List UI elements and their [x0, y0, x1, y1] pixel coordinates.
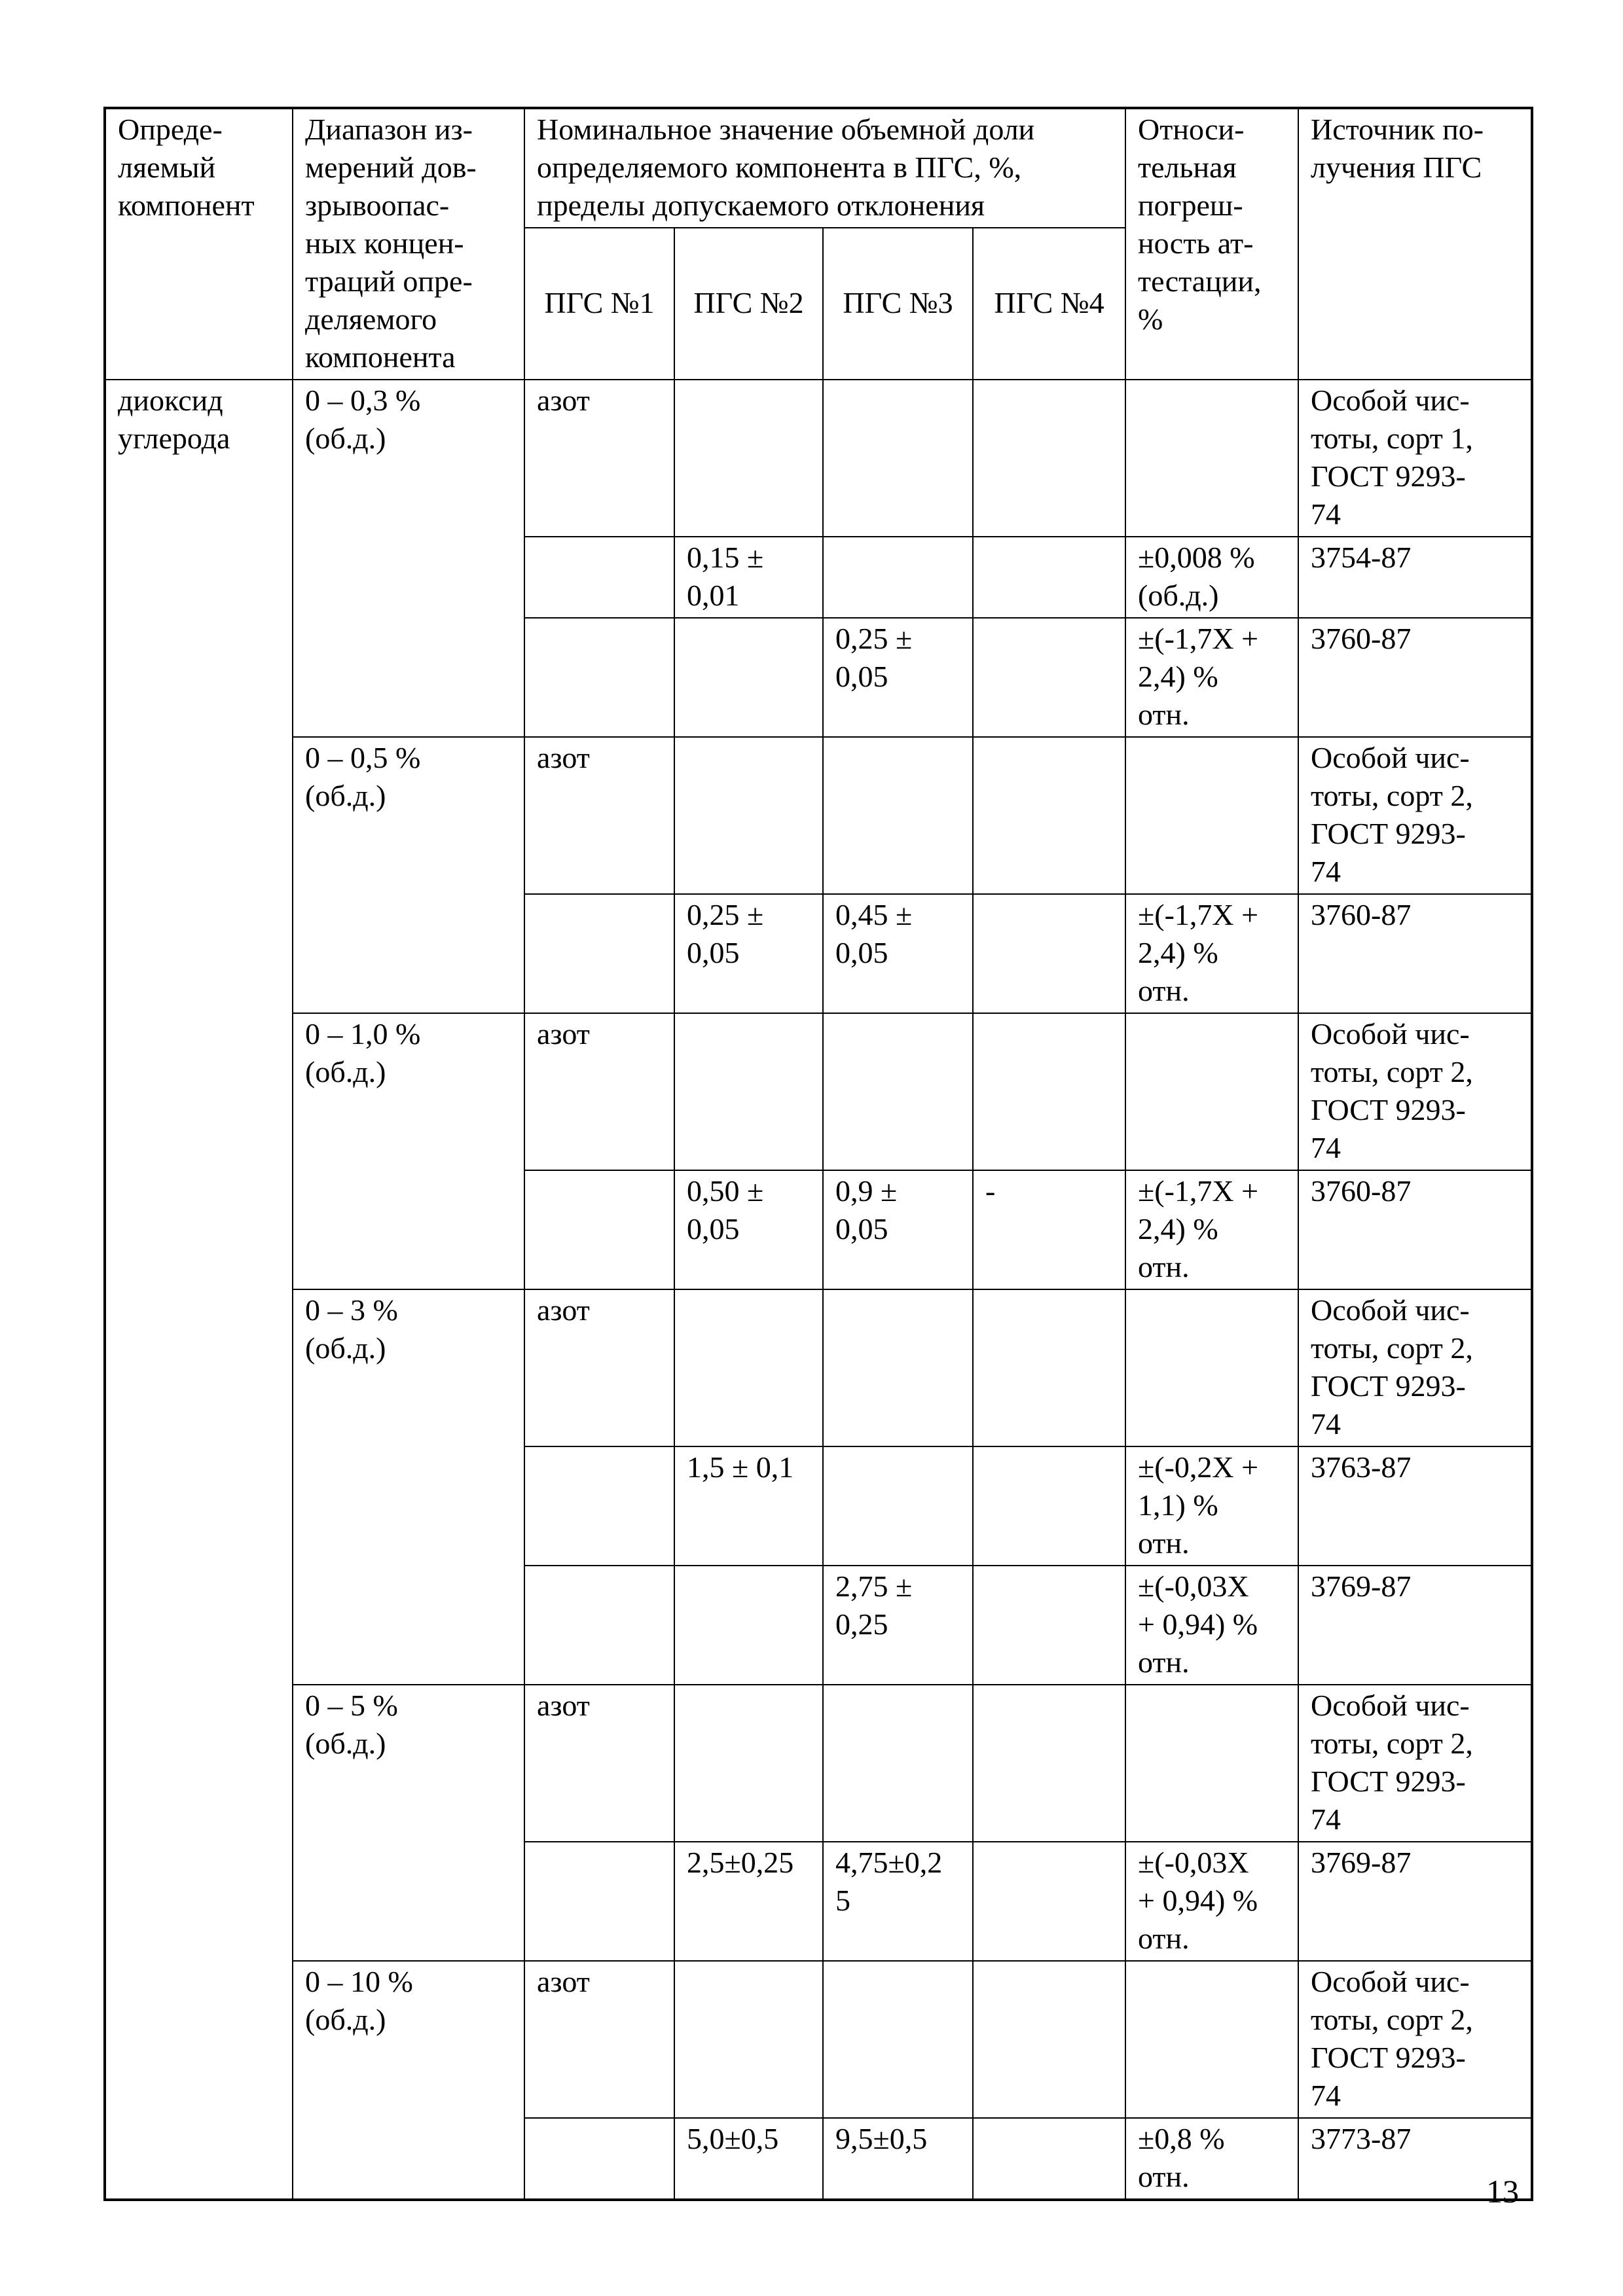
pgs2-cell [674, 1961, 823, 2118]
error-cell: ±(-1,7Х + 2,4) % отн. [1125, 1170, 1298, 1289]
pgs3-cell [823, 1685, 973, 1842]
source-cell: Особой чис- тоты, сорт 2, ГОСТ 9293- 74 [1298, 1013, 1532, 1170]
error-cell [1125, 1685, 1298, 1842]
pgs4-cell [973, 1289, 1125, 1446]
pgs1-cell [524, 1842, 674, 1961]
pgs4-cell [973, 1446, 1125, 1566]
pgs2-cell [674, 618, 823, 737]
pgs1-cell: азот [524, 1685, 674, 1842]
header-component: Опреде- ляемый компонент [105, 108, 293, 380]
pgs2-cell: 0,25 ± 0,05 [674, 894, 823, 1013]
header-pgs4: ПГС №4 [973, 228, 1125, 380]
pgs2-cell: 5,0±0,5 [674, 2118, 823, 2200]
source-cell: 3769-87 [1298, 1566, 1532, 1685]
header-pgs2: ПГС №2 [674, 228, 823, 380]
source-cell: 3760-87 [1298, 1170, 1532, 1289]
table-row [105, 1685, 1532, 1842]
source-cell: Особой чис- тоты, сорт 1, ГОСТ 9293- 74 [1298, 380, 1532, 537]
pgs1-cell [524, 1170, 674, 1289]
pgs2-cell [674, 1566, 823, 1685]
pgs4-cell [973, 1961, 1125, 2118]
pgs1-cell: азот [524, 1013, 674, 1170]
pgs1-cell [524, 2118, 674, 2200]
source-cell: 3769-87 [1298, 1842, 1532, 1961]
table-row [105, 1013, 1532, 1170]
pgs2-cell: 0,15 ± 0,01 [674, 537, 823, 618]
range-cell: 0 – 0,5 % (об.д.) [293, 737, 524, 1013]
header-range: Диапазон из- мерений дов- зрывоопас- ных концен- траций опре- деляемого компонента [293, 108, 524, 380]
pgs1-cell: азот [524, 737, 674, 894]
pgs3-cell: 0,45 ± 0,05 [823, 894, 973, 1013]
pgs4-cell [973, 1842, 1125, 1961]
pgs2-cell: 0,50 ± 0,05 [674, 1170, 823, 1289]
header-nominal: Номинальное значение объемной доли определяемого компонента в ПГС, %, пределы допускаемого отклонения [524, 108, 1125, 228]
source-cell: Особой чис- тоты, сорт 2, ГОСТ 9293- 74 [1298, 1961, 1532, 2118]
pgs1-cell: азот [524, 1961, 674, 2118]
pgs4-cell [973, 2118, 1125, 2200]
header-pgs1: ПГС №1 [524, 228, 674, 380]
pgs4-cell [973, 1566, 1125, 1685]
error-cell [1125, 1013, 1298, 1170]
pgs4-cell [973, 537, 1125, 618]
error-cell [1125, 1289, 1298, 1446]
pgs3-cell: 0,9 ± 0,05 [823, 1170, 973, 1289]
source-cell: 3773-87 [1298, 2118, 1532, 2200]
page-number: 13 [1486, 2173, 1519, 2210]
error-cell: ±0,008 % (об.д.) [1125, 537, 1298, 618]
error-cell: ±(-1,7Х + 2,4) % отн. [1125, 618, 1298, 737]
range-cell: 0 – 3 % (об.д.) [293, 1289, 524, 1685]
pgs4-cell [973, 737, 1125, 894]
pgs1-cell [524, 894, 674, 1013]
pgs3-cell: 2,75 ± 0,25 [823, 1566, 973, 1685]
pgs4-cell [973, 618, 1125, 737]
source-cell: 3754-87 [1298, 537, 1532, 618]
source-cell: Особой чис- тоты, сорт 2, ГОСТ 9293- 74 [1298, 1685, 1532, 1842]
range-cell: 0 – 1,0 % (об.д.) [293, 1013, 524, 1289]
table-row [105, 1289, 1532, 1446]
header-source: Источник по- лучения ПГС [1298, 108, 1532, 380]
pgs3-cell [823, 737, 973, 894]
pgs3-cell: 4,75±0,2 5 [823, 1842, 973, 1961]
pgs2-cell [674, 1013, 823, 1170]
pgs1-cell: азот [524, 380, 674, 537]
table-row [105, 1961, 1532, 2118]
error-cell: ±(-0,2Х + 1,1) % отн. [1125, 1446, 1298, 1566]
pgs4-cell [973, 1685, 1125, 1842]
pgs3-cell: 0,25 ± 0,05 [823, 618, 973, 737]
pgs1-cell [524, 537, 674, 618]
gas-mixture-table [103, 107, 1533, 2201]
error-cell: ±0,8 % отн. [1125, 2118, 1298, 2200]
range-cell: 0 – 0,3 % (об.д.) [293, 380, 524, 737]
pgs3-cell [823, 537, 973, 618]
pgs2-cell [674, 737, 823, 894]
header-error: Относи- тельная погреш- ность ат- тестации, % [1125, 108, 1298, 380]
header-pgs3: ПГС №3 [823, 228, 973, 380]
source-cell: 3760-87 [1298, 618, 1532, 737]
error-cell [1125, 1961, 1298, 2118]
pgs4-cell [973, 1013, 1125, 1170]
pgs3-cell: 9,5±0,5 [823, 2118, 973, 2200]
pgs1-cell: азот [524, 1289, 674, 1446]
error-cell: ±(-0,03Х + 0,94) % отн. [1125, 1566, 1298, 1685]
pgs3-cell [823, 1013, 973, 1170]
error-cell: ±(-1,7Х + 2,4) % отн. [1125, 894, 1298, 1013]
pgs2-cell: 2,5±0,25 [674, 1842, 823, 1961]
error-cell [1125, 380, 1298, 537]
error-cell: ±(-0,03Х + 0,94) % отн. [1125, 1842, 1298, 1961]
table-row [105, 380, 1532, 537]
pgs3-cell [823, 1446, 973, 1566]
error-cell [1125, 737, 1298, 894]
pgs3-cell [823, 1289, 973, 1446]
pgs2-cell [674, 1289, 823, 1446]
source-cell: 3763-87 [1298, 1446, 1532, 1566]
source-cell: 3760-87 [1298, 894, 1532, 1013]
range-cell: 0 – 10 % (об.д.) [293, 1961, 524, 2200]
pgs2-cell: 1,5 ± 0,1 [674, 1446, 823, 1566]
table-row [105, 737, 1532, 894]
pgs4-cell [973, 894, 1125, 1013]
pgs1-cell [524, 1566, 674, 1685]
pgs3-cell [823, 380, 973, 537]
source-cell: Особой чис- тоты, сорт 2, ГОСТ 9293- 74 [1298, 737, 1532, 894]
pgs1-cell [524, 618, 674, 737]
table-body [105, 380, 1532, 2200]
pgs4-cell: - [973, 1170, 1125, 1289]
pgs2-cell [674, 380, 823, 537]
component-cell: диоксид углерода [105, 380, 293, 2200]
pgs2-cell [674, 1685, 823, 1842]
pgs1-cell [524, 1446, 674, 1566]
source-cell: Особой чис- тоты, сорт 2, ГОСТ 9293- 74 [1298, 1289, 1532, 1446]
pgs4-cell [973, 380, 1125, 537]
range-cell: 0 – 5 % (об.д.) [293, 1685, 524, 1961]
pgs3-cell [823, 1961, 973, 2118]
